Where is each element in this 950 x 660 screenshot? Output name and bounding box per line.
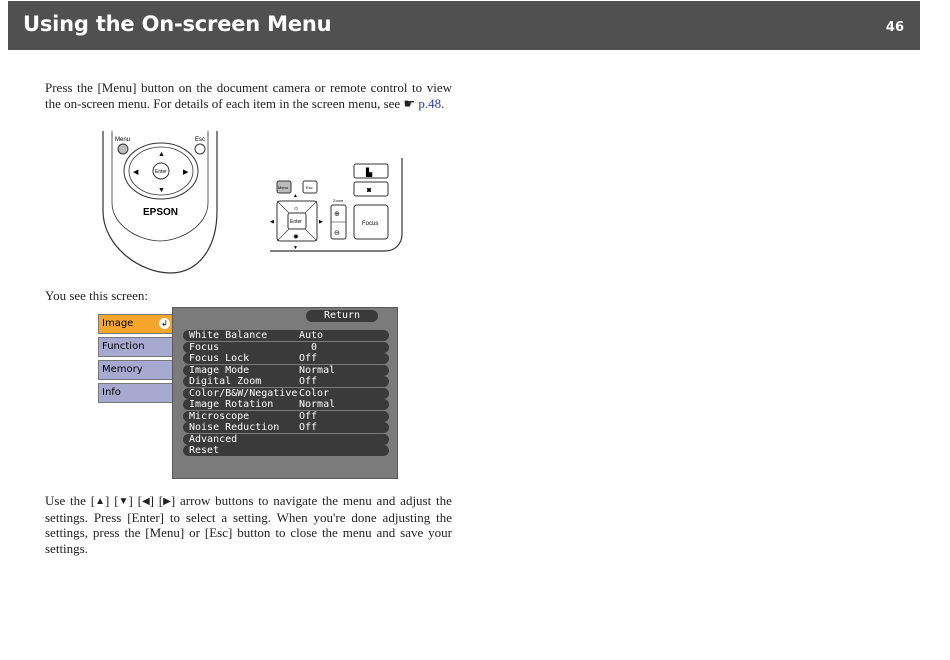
tab-info[interactable] [98, 383, 174, 403]
row-value: Off [299, 353, 318, 364]
menu-row-white-balance[interactable] [183, 330, 389, 341]
panel-down-icon: ▼ [293, 246, 298, 251]
row-label: Reset [189, 445, 220, 456]
row-value: Off [299, 410, 318, 422]
tab-function[interactable] [98, 337, 174, 357]
menu-row-focus-lock[interactable] [183, 353, 389, 364]
row-value: Off [299, 422, 318, 433]
epson-logo: EPSON [143, 207, 179, 218]
remote-enter-label: Enter [155, 169, 167, 175]
row-label: Focus [189, 341, 220, 353]
row-label: Digital Zoom [189, 376, 262, 387]
menu-row-focus[interactable] [183, 342, 389, 353]
intro-paragraph [45, 80, 452, 111]
row-label: White Balance [189, 330, 268, 341]
remote-esc-label: Esc [195, 137, 206, 143]
remote-menu-label: Menu [115, 137, 131, 143]
on-screen-menu [98, 307, 398, 479]
remote-right-icon: ▶ [183, 168, 189, 176]
row-label: Color/B&W/Negative [189, 387, 298, 399]
navigation-paragraph: Use the [▲] [▼] [◀] [▶] arrow buttons to navigate the menu and adjust the settings. Press [Enter] to select a setting. When you're done adjusting the settings, press the [Menu] or [Esc] button to close the menu and save your settings. [45, 493, 452, 556]
panel-left-icon: ◀ [270, 220, 274, 225]
tab-info-label: Info [102, 387, 121, 398]
row-label: Advanced [189, 433, 238, 445]
nav-text-start: Use the [45, 493, 86, 508]
tab-function-label: Function [102, 341, 145, 352]
row-value: Off [299, 376, 318, 387]
page-title: Using the On-screen Menu [23, 12, 332, 36]
menu-row-advanced[interactable] [183, 434, 389, 445]
zoom-in-icon: ⊕ [334, 210, 340, 218]
pointing-hand-icon: ☛ [403, 95, 416, 111]
menu-row-microscope[interactable] [183, 411, 389, 422]
camera-control-panel [270, 158, 402, 251]
controls-illustration [100, 131, 405, 276]
remote-control [103, 131, 217, 273]
menu-row-noise-reduction[interactable] [183, 422, 389, 433]
row-value: Normal [299, 364, 336, 376]
remote-esc-button[interactable] [195, 144, 205, 154]
camera-source-icon: ▙ [366, 168, 373, 177]
tab-memory[interactable] [98, 360, 174, 380]
row-value: Auto [299, 330, 324, 341]
menu-row-digital-zoom[interactable] [183, 376, 389, 387]
row-label: Noise Reduction [189, 422, 280, 433]
panel-zoom-label: Zoom [333, 198, 344, 203]
brightness-up-icon: ☼ [293, 204, 300, 212]
menu-row-image-mode[interactable] [183, 365, 389, 376]
tab-memory-label: Memory [102, 364, 143, 375]
page-header [8, 1, 920, 50]
panel-up-icon: ▲ [293, 194, 298, 199]
page-number: 46 [885, 20, 904, 35]
camera-capture-icon: ◙ [367, 186, 372, 194]
menu-row-color[interactable] [183, 388, 389, 399]
intro-text: Press the [Menu] button on the document camera or remote control to view the on-screen menu. For details of each item in the screen menu, see [45, 80, 452, 111]
remote-down-icon: ▼ [158, 186, 165, 194]
brightness-down-icon: ✹ [293, 233, 299, 241]
nav-text-end: arrow buttons to navigate the menu and adjust the settings. Press [Enter] to select a setting. When you're done adjusting the settings, press the [Menu] or [Esc] button to close the menu and save your settings. [45, 493, 452, 556]
row-value: Normal [299, 399, 336, 410]
panel-enter-label: Enter [290, 219, 302, 225]
row-label: Microscope [189, 410, 250, 422]
right-arrow-icon: ▶ [163, 496, 171, 507]
intro-end: . [441, 95, 445, 111]
down-arrow-icon: ▼ [118, 496, 129, 507]
menu-row-image-rotation[interactable] [183, 399, 389, 410]
remote-up-icon: ▲ [158, 150, 165, 158]
page-link[interactable]: p.48 [418, 95, 442, 111]
zoom-out-icon: ⊖ [334, 229, 340, 237]
panel-menu-label: Menu [278, 185, 289, 190]
menu-row-reset[interactable] [183, 445, 389, 456]
row-label: Focus Lock [189, 353, 250, 364]
enter-icon: ↲ [159, 318, 170, 329]
up-arrow-icon: ▲ [95, 496, 106, 507]
panel-focus-label: Focus [362, 221, 379, 227]
menu-list [183, 316, 389, 456]
row-label: Image Rotation [189, 399, 274, 410]
row-label: Image Mode [189, 364, 250, 376]
return-button[interactable]: Return [306, 310, 378, 322]
you-see-text: You see this screen: [45, 288, 149, 303]
menu-panel [172, 307, 398, 479]
panel-right-icon: ▶ [319, 220, 323, 225]
left-arrow-icon: ◀ [141, 496, 150, 507]
tab-image[interactable] [98, 314, 174, 334]
row-value: 0 [299, 341, 318, 353]
remote-left-icon: ◀ [133, 168, 139, 176]
tab-image-label: Image [102, 318, 134, 329]
row-value: Color [299, 387, 330, 399]
remote-menu-button[interactable] [118, 144, 128, 154]
panel-esc-label: Esc [306, 185, 313, 190]
